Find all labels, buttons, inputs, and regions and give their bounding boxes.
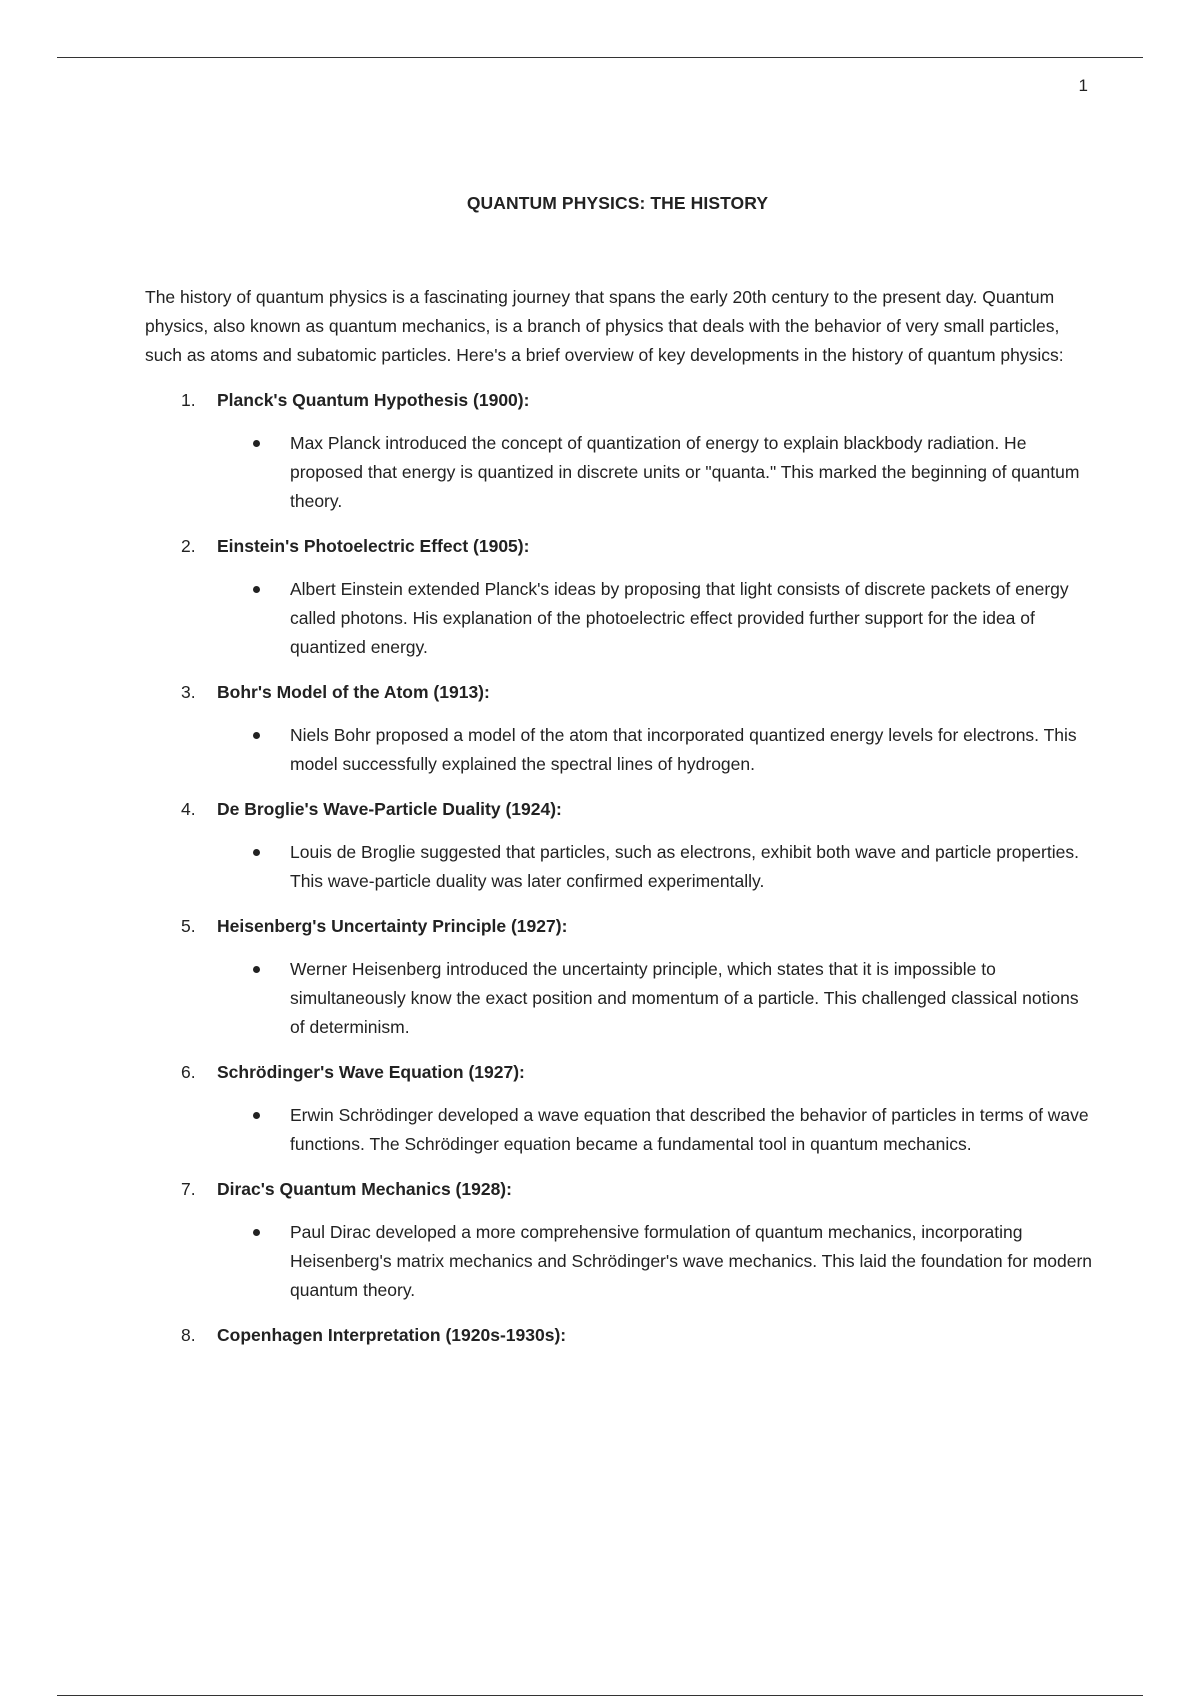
header-rule: [57, 57, 1143, 58]
bullet-icon: [145, 838, 290, 896]
list-number: 1.: [181, 390, 196, 410]
bullet-icon: [145, 1218, 290, 1305]
event-title: Planck's Quantum Hypothesis (1900):: [217, 390, 530, 410]
event-bullet-item: [145, 575, 1095, 662]
event-heading: [145, 1175, 1095, 1203]
page-number: 1: [1078, 76, 1088, 95]
bullet-icon: [145, 955, 290, 1042]
document-body: [145, 283, 1095, 1365]
event-heading: [145, 912, 1095, 940]
event-description: Werner Heisenberg introduced the uncertainty principle, which states that it is impossible to simultaneously know the exact position and momentum of a particle. This challenged classical notions of determinism.: [290, 959, 1079, 1037]
list-number: 6.: [181, 1062, 196, 1082]
event-heading: [145, 678, 1095, 706]
event-title: De Broglie's Wave-Particle Duality (1924):: [217, 799, 562, 819]
list-number: 4.: [181, 799, 196, 819]
event-description: Max Planck introduced the concept of quantization of energy to explain blackbody radiation. He proposed that energy is quantized in discrete units or "quanta." This marked the beginning of quantum theory.: [290, 433, 1080, 511]
list-item: [145, 1175, 1095, 1305]
list-item: [145, 912, 1095, 1042]
event-description: Niels Bohr proposed a model of the atom that incorporated quantized energy levels for electrons. This model successfully explained the spectral lines of hydrogen.: [290, 725, 1077, 774]
event-bullet-item: [145, 838, 1095, 896]
event-heading: [145, 1321, 1095, 1349]
document-title: QUANTUM PHYSICS: THE HISTORY: [466, 193, 769, 213]
bullet-dot-icon: [253, 1112, 260, 1119]
bullet-dot-icon: [253, 440, 260, 447]
event-description: Paul Dirac developed a more comprehensive formulation of quantum mechanics, incorporating Heisenberg's matrix mechanics and Schrödinger's wave mechanics. This laid the foundation for modern quantum theory.: [290, 1222, 1093, 1300]
event-title: Copenhagen Interpretation (1920s-1930s):: [217, 1325, 567, 1345]
list-number: 3.: [181, 682, 196, 702]
list-number: 5.: [181, 916, 196, 936]
list-number: 8.: [181, 1325, 196, 1345]
bullet-dot-icon: [253, 732, 260, 739]
event-title: Heisenberg's Uncertainty Principle (1927):: [217, 916, 568, 936]
event-title: Bohr's Model of the Atom (1913):: [217, 682, 490, 702]
event-description: Louis de Broglie suggested that particles, such as electrons, exhibit both wave and particle properties. This wave-particle duality was later confirmed experimentally.: [290, 842, 1079, 891]
event-heading: [145, 532, 1095, 560]
footer-rule: [57, 1695, 1143, 1696]
event-title: Dirac's Quantum Mechanics (1928):: [217, 1179, 512, 1199]
event-heading: [145, 795, 1095, 823]
event-bullet-item: [145, 955, 1095, 1042]
bullet-dot-icon: [253, 849, 260, 856]
bullet-icon: [145, 575, 290, 662]
intro-paragraph: The history of quantum physics is a fascinating journey that spans the early 20th century to the present day. Quantum physics, also known as quantum mechanics, is a branch of physics that deals with the behavior of very small particles, such as atoms and subatomic particles. Here's a brief overview of key developments in the history of quantum physics:: [145, 287, 1064, 365]
event-title: Schrödinger's Wave Equation (1927):: [217, 1062, 525, 1082]
list-number: 7.: [181, 1179, 196, 1199]
bullet-dot-icon: [253, 966, 260, 973]
list-item: [145, 678, 1095, 779]
history-list: [145, 386, 1095, 1349]
event-bullet-item: [145, 721, 1095, 779]
event-bullet-item: [145, 1101, 1095, 1159]
bullet-icon: [145, 721, 290, 779]
list-item: [145, 1321, 1095, 1349]
list-item: [145, 795, 1095, 896]
event-title: Einstein's Photoelectric Effect (1905):: [217, 536, 530, 556]
bullet-dot-icon: [253, 1229, 260, 1236]
event-heading: [145, 386, 1095, 414]
event-bullet-item: [145, 1218, 1095, 1305]
bullet-dot-icon: [253, 586, 260, 593]
list-item: [145, 1058, 1095, 1159]
event-bullet-item: [145, 429, 1095, 516]
event-heading: [145, 1058, 1095, 1086]
list-number: 2.: [181, 536, 196, 556]
list-item: [145, 386, 1095, 516]
list-item: [145, 532, 1095, 662]
bullet-icon: [145, 429, 290, 516]
event-description: Erwin Schrödinger developed a wave equation that described the behavior of particles in terms of wave functions. The Schrödinger equation became a fundamental tool in quantum mechanics.: [290, 1105, 1089, 1154]
bullet-icon: [145, 1101, 290, 1159]
event-description: Albert Einstein extended Planck's ideas by proposing that light consists of discrete packets of energy called photons. His explanation of the photoelectric effect provided further support for the idea of quantized energy.: [290, 579, 1069, 657]
